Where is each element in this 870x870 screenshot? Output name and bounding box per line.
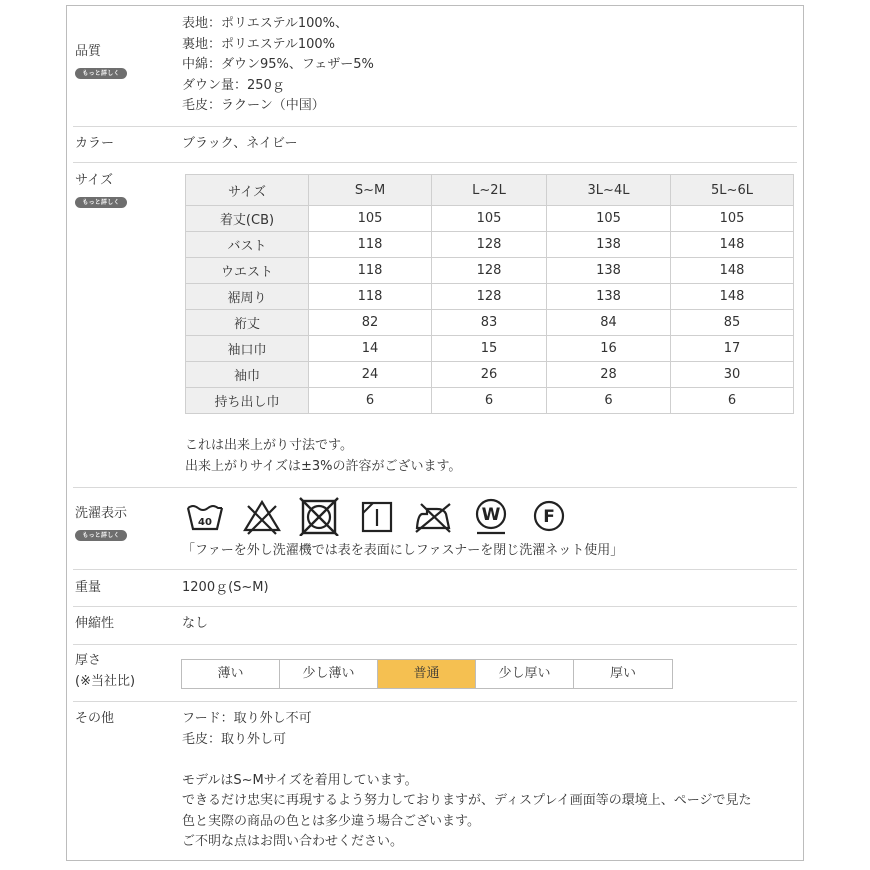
size-cell: 105 xyxy=(432,206,547,232)
quality-line: 毛皮：ラクーン（中国） xyxy=(182,98,325,113)
size-header-cell: S~M xyxy=(309,175,432,206)
other-lines xyxy=(182,709,752,853)
size-row-header: 裾周り xyxy=(186,284,309,310)
other-label: その他 xyxy=(75,711,115,726)
iron-low-icon xyxy=(413,496,453,536)
other-line: 毛皮：取り外し可 xyxy=(182,731,287,747)
size-cell: 148 xyxy=(671,258,794,284)
size-cell: 30 xyxy=(671,362,794,388)
thickness-scale xyxy=(181,659,673,689)
thickness-option: 薄い xyxy=(182,660,280,688)
divider xyxy=(73,162,797,163)
care-more-button[interactable]: もっと詳しく xyxy=(75,530,127,541)
size-cell: 26 xyxy=(432,362,547,388)
no-tumble-dry-icon xyxy=(299,496,339,536)
size-header-cell: 3L~4L xyxy=(547,175,671,206)
wash-40-icon xyxy=(185,496,225,536)
divider xyxy=(73,126,797,127)
size-cell: 85 xyxy=(671,310,794,336)
size-cell: 105 xyxy=(671,206,794,232)
wet-clean-icon xyxy=(471,496,511,536)
size-notes xyxy=(185,436,461,477)
divider xyxy=(73,569,797,570)
divider xyxy=(73,606,797,607)
thickness-option: 少し厚い xyxy=(476,660,574,688)
size-note: 出来上がりサイズは±3%の許容がございます。 xyxy=(185,458,462,474)
other-spacer xyxy=(182,750,752,771)
size-row-header: ウエスト xyxy=(186,258,309,284)
size-table-row xyxy=(186,362,794,388)
size-table xyxy=(185,174,794,414)
size-table-row xyxy=(186,310,794,336)
size-row-header: 着丈(CB) xyxy=(186,206,309,232)
size-cell: 105 xyxy=(309,206,432,232)
quality-line: 裏地：ポリエステル100% xyxy=(182,36,335,52)
product-spec-sheet xyxy=(66,5,804,861)
dry-letter: F xyxy=(543,507,555,527)
size-cell: 24 xyxy=(309,362,432,388)
quality-label: 品質 xyxy=(75,44,102,59)
size-more-button[interactable]: もっと詳しく xyxy=(75,197,127,208)
other-line: ご不明な点はお問い合わせください。 xyxy=(182,834,404,849)
size-row-header: 持ち出し巾 xyxy=(186,388,309,414)
line-dry-icon xyxy=(357,496,397,536)
color-value: ブラック、ネイビー xyxy=(182,136,298,151)
care-note: 「ファーを外し洗濯機では表を表面にしファスナーを閉じ洗濯ネット使用」 xyxy=(182,543,624,558)
size-cell: 28 xyxy=(547,362,671,388)
size-table-header xyxy=(186,175,794,206)
wet-letter: W xyxy=(481,505,501,525)
weight-label: 重量 xyxy=(75,580,102,595)
size-cell: 6 xyxy=(547,388,671,414)
other-line: できるだけ忠実に再現するよう努力しておりますが、ディスプレイ画面等の環境上、ページで見た xyxy=(182,793,752,808)
stretch-label: 伸縮性 xyxy=(75,616,115,631)
weight-value: 1200ｇ(S~M) xyxy=(182,580,269,595)
quality-lines xyxy=(182,14,374,117)
divider xyxy=(73,644,797,645)
size-cell: 14 xyxy=(309,336,432,362)
size-table-row xyxy=(186,336,794,362)
size-table-row xyxy=(186,284,794,310)
divider xyxy=(73,701,797,702)
size-cell: 15 xyxy=(432,336,547,362)
quality-line: 中綿：ダウン95%、フェザー5% xyxy=(182,57,374,72)
size-cell: 6 xyxy=(432,388,547,414)
size-cell: 138 xyxy=(547,284,671,310)
size-row-header: 袖口巾 xyxy=(186,336,309,362)
size-cell: 118 xyxy=(309,232,432,258)
quality-line: ダウン量：250ｇ xyxy=(182,77,285,93)
size-cell: 128 xyxy=(432,258,547,284)
size-cell: 16 xyxy=(547,336,671,362)
size-row-header: 袖巾 xyxy=(186,362,309,388)
size-table-row xyxy=(186,388,794,414)
dry-clean-f-icon xyxy=(529,496,569,536)
quality-line: 表地：ポリエステル100%、 xyxy=(182,16,348,31)
other-line: フード：取り外し不可 xyxy=(182,711,312,726)
size-cell: 83 xyxy=(432,310,547,336)
thickness-label: 厚さ xyxy=(75,653,102,668)
size-header-cell: L~2L xyxy=(432,175,547,206)
size-row-header: 裄丈 xyxy=(186,310,309,336)
size-header-cell: サイズ xyxy=(186,175,309,206)
size-table-row xyxy=(186,206,794,232)
care-label: 洗濯表示 xyxy=(75,506,128,521)
size-cell: 138 xyxy=(547,232,671,258)
size-table-row xyxy=(186,258,794,284)
size-header-cell: 5L~6L xyxy=(671,175,794,206)
no-bleach-icon xyxy=(242,496,282,536)
size-cell: 118 xyxy=(309,258,432,284)
size-cell: 17 xyxy=(671,336,794,362)
thickness-note: (※当社比) xyxy=(75,674,136,689)
size-cell: 148 xyxy=(671,284,794,310)
other-line: 色と実際の商品の色とは多少違う場合ございます。 xyxy=(182,813,480,829)
divider xyxy=(73,487,797,488)
size-cell: 82 xyxy=(309,310,432,336)
size-row-header: バスト xyxy=(186,232,309,258)
thickness-option: 少し薄い xyxy=(280,660,378,688)
thickness-option: 厚い xyxy=(574,660,672,688)
size-table-row xyxy=(186,232,794,258)
size-cell: 6 xyxy=(671,388,794,414)
size-note: これは出来上がり寸法です。 xyxy=(185,438,353,453)
size-cell: 128 xyxy=(432,232,547,258)
other-line: モデルはS~Mサイズを着用しています。 xyxy=(182,772,418,788)
size-cell: 84 xyxy=(547,310,671,336)
color-label: カラー xyxy=(75,136,115,151)
thickness-option-selected: 普通 xyxy=(378,660,476,688)
stretch-value: なし xyxy=(182,616,209,631)
size-cell: 148 xyxy=(671,232,794,258)
size-label: サイズ xyxy=(75,173,113,188)
wash-temp: 40 xyxy=(198,517,212,528)
size-cell: 6 xyxy=(309,388,432,414)
size-cell: 128 xyxy=(432,284,547,310)
size-cell: 105 xyxy=(547,206,671,232)
size-cell: 138 xyxy=(547,258,671,284)
quality-more-button[interactable]: もっと詳しく xyxy=(75,68,127,79)
size-cell: 118 xyxy=(309,284,432,310)
